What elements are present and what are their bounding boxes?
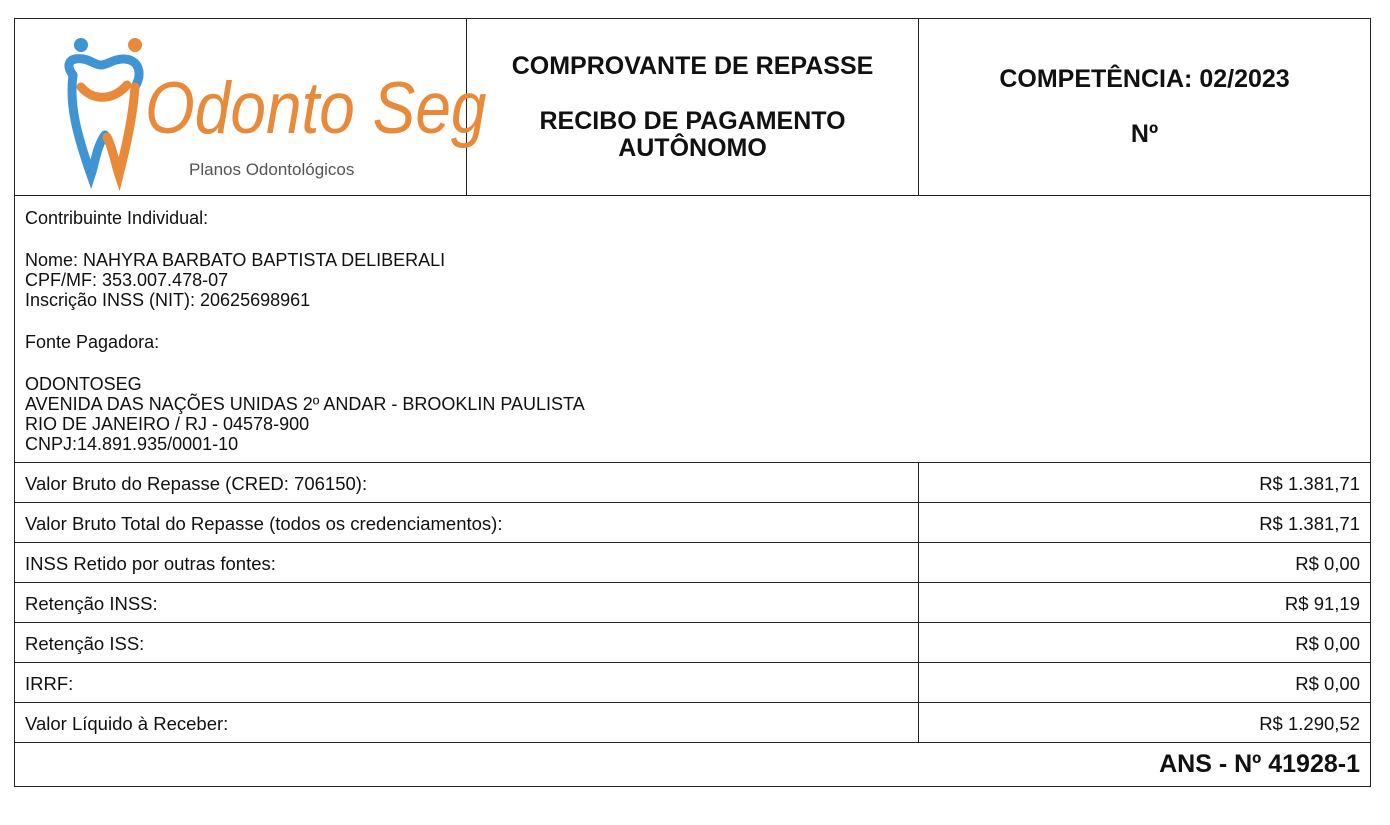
fonte-heading: Fonte Pagadora: <box>25 332 160 352</box>
info-section <box>15 196 1370 463</box>
contribuinte-nome: Nome: NAHYRA BARBATO BAPTISTA DELIBERALI <box>25 250 446 270</box>
fonte-endereco: AVENIDA DAS NAÇÕES UNIDAS 2º ANDAR - BROOKLIN PAULISTA <box>25 394 585 414</box>
receipt-header <box>15 19 1370 196</box>
value-row <box>15 663 1370 703</box>
contribuinte-cpf: CPF/MF: 353.007.478-07 <box>25 270 229 290</box>
tooth-smile-icon <box>68 38 141 175</box>
value-label: Retenção INSS: <box>15 583 919 622</box>
value-amount: R$ 0,00 <box>1295 673 1360 694</box>
value-amount: R$ 0,00 <box>1295 553 1360 574</box>
title-recibo: RECIBO DE PAGAMENTO AUTÔNOMO <box>539 106 846 162</box>
value-label: Valor Bruto do Repasse (CRED: 706150): <box>15 463 919 502</box>
title-comprovante: COMPROVANTE DE REPASSE <box>511 51 874 80</box>
contribuinte-heading: Contribuinte Individual: <box>25 208 209 228</box>
fonte-cnpj: CNPJ:14.891.935/0001-10 <box>25 434 239 454</box>
logo-cell <box>15 19 487 195</box>
competencia-cell <box>919 19 1370 195</box>
fonte-empresa: ODONTOSEG <box>25 374 142 394</box>
payment-receipt <box>14 18 1371 787</box>
value-label: Valor Líquido à Receber: <box>15 703 919 742</box>
value-label: Valor Bruto Total do Repasse (todos os credenciamentos): <box>15 503 919 542</box>
brand-tagline: Planos Odontológicos <box>188 159 354 179</box>
value-label: INSS Retido por outras fontes: <box>15 543 919 582</box>
fonte-cidade: RIO DE JANEIRO / RJ - 04578-900 <box>25 414 310 434</box>
value-amount: R$ 1.290,52 <box>1259 713 1360 734</box>
value-amount: R$ 1.381,71 <box>1259 513 1360 534</box>
value-row <box>15 703 1370 743</box>
odontoseg-logo <box>61 25 487 190</box>
ans-number: ANS - Nº 41928-1 <box>1159 750 1360 778</box>
numero-label: Nº <box>1130 120 1159 148</box>
title-cell <box>467 19 919 195</box>
value-row <box>15 503 1370 543</box>
footer <box>15 743 1370 786</box>
value-row <box>15 543 1370 583</box>
value-row <box>15 623 1370 663</box>
value-row <box>15 463 1370 503</box>
competencia-label: COMPETÊNCIA: 02/2023 <box>999 65 1290 93</box>
brand-text: Odonto Seg <box>144 66 487 149</box>
value-row <box>15 583 1370 623</box>
value-amount: R$ 1.381,71 <box>1259 473 1360 494</box>
value-amount: R$ 0,00 <box>1295 633 1360 654</box>
value-label: Retenção ISS: <box>15 623 919 662</box>
value-amount: R$ 91,19 <box>1284 593 1360 614</box>
contribuinte-inss: Inscrição INSS (NIT): 20625698961 <box>25 290 311 310</box>
value-label: IRRF: <box>15 663 919 702</box>
